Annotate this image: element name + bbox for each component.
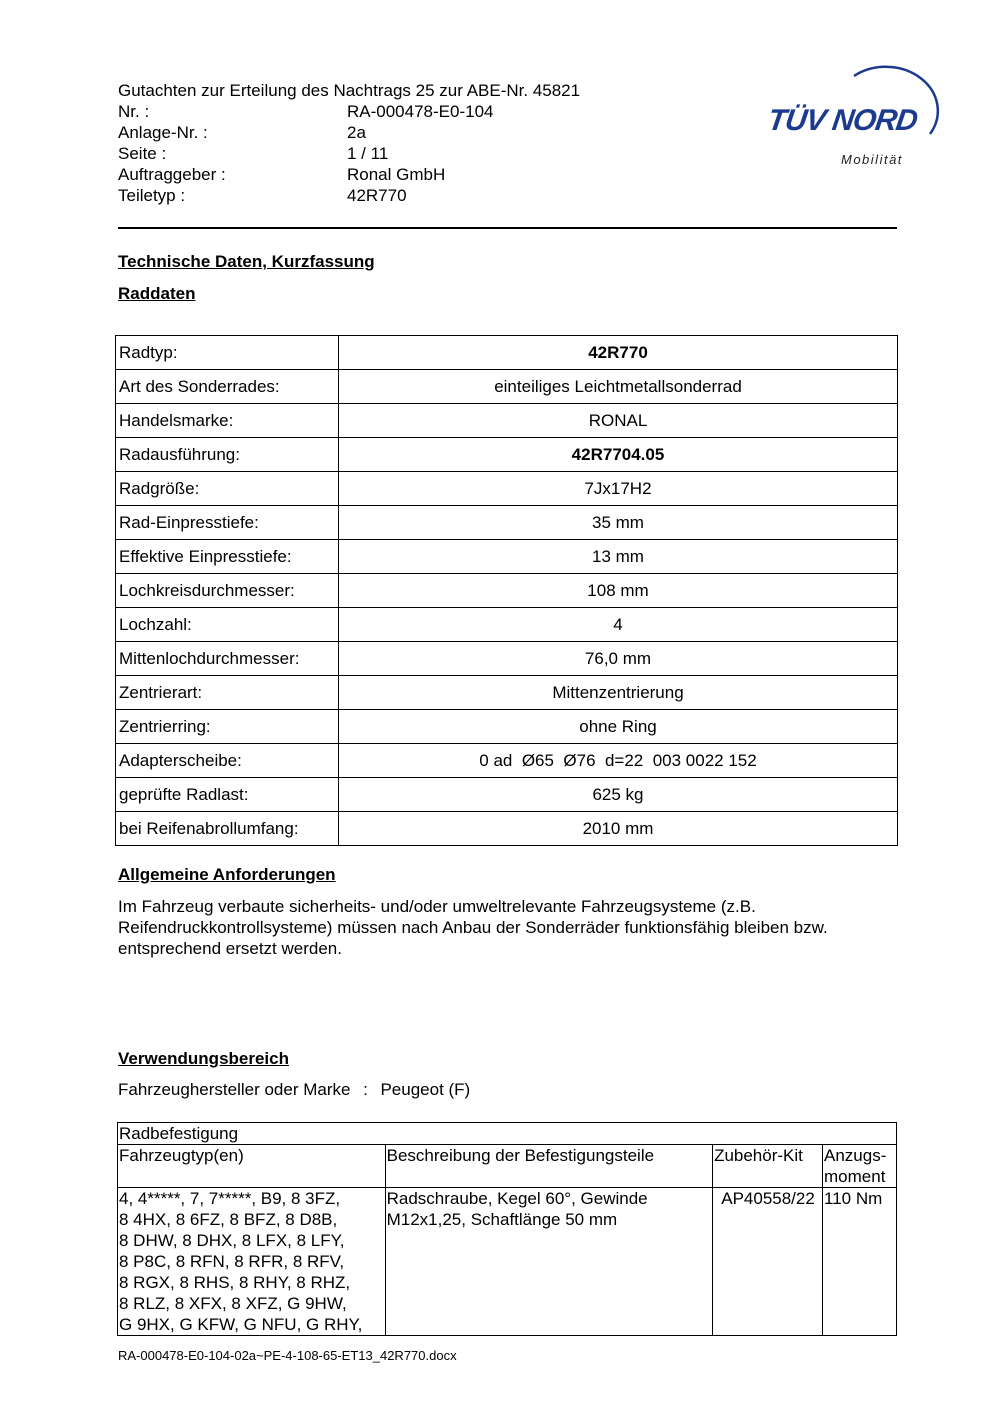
- header-value: 2a: [347, 123, 366, 142]
- table-row: [116, 336, 898, 370]
- spec-value: 108 mm: [339, 574, 898, 608]
- spec-label: Radtyp:: [116, 336, 339, 370]
- header-row-anlage: [118, 122, 678, 143]
- description-line: Radschraube, Kegel 60°, Gewinde: [386, 1189, 648, 1208]
- spec-label: Zentrierring:: [116, 710, 339, 744]
- table-row: [116, 710, 898, 744]
- spec-label: Handelsmarke:: [116, 404, 339, 438]
- spec-value: 4: [339, 608, 898, 642]
- spec-value: 0 ad Ø65 Ø76 d=22 003 0022 152: [339, 744, 898, 778]
- spec-label: Lochkreisdurchmesser:: [116, 574, 339, 608]
- col-header-desc: Beschreibung der Befestigungsteile: [385, 1145, 712, 1188]
- spec-value: 76,0 mm: [339, 642, 898, 676]
- table-row: [116, 370, 898, 404]
- table-row: [116, 812, 898, 846]
- spec-label: Adapterscheibe:: [116, 744, 339, 778]
- spec-value: ohne Ring: [339, 710, 898, 744]
- section-title-verwendung: Verwendungsbereich: [118, 1049, 289, 1068]
- header-label: Anlage-Nr. :: [118, 123, 208, 142]
- header-row-nr: [118, 101, 678, 122]
- header-divider: [118, 227, 897, 229]
- table-row: [118, 1145, 897, 1188]
- table-row: [118, 1188, 897, 1336]
- spec-value: Mittenzentrierung: [339, 676, 898, 710]
- spec-value: RONAL: [339, 404, 898, 438]
- description-line: M12x1,25, Schaftlänge 50 mm: [386, 1210, 618, 1229]
- table-row: [116, 574, 898, 608]
- spec-value: 625 kg: [339, 778, 898, 812]
- spec-value: 13 mm: [339, 540, 898, 574]
- table-row: [118, 1123, 897, 1145]
- accessory-kit-cell: AP40558/22: [713, 1188, 823, 1336]
- table-row: [116, 744, 898, 778]
- spec-label: Zentrierart:: [116, 676, 339, 710]
- vehicle-types-line: G 9HX, G KFW, G NFU, G RHY,: [119, 1315, 363, 1334]
- table-row: [116, 404, 898, 438]
- vehicle-types-line: 8 P8C, 8 RFN, 8 RFR, 8 RFV,: [119, 1252, 345, 1271]
- header-row-seite: [118, 143, 678, 164]
- vehicle-types-line: 4, 4*****, 7, 7*****, B9, 8 3FZ,: [119, 1189, 341, 1208]
- spec-label: Rad-Einpresstiefe:: [116, 506, 339, 540]
- table-row: [116, 438, 898, 472]
- vehicle-types-line: 8 RLZ, 8 XFX, 8 XFZ, G 9HW,: [119, 1294, 347, 1313]
- header-label: Auftraggeber :: [118, 165, 226, 184]
- table-row: [116, 676, 898, 710]
- spec-label: Mittenlochdurchmesser:: [116, 642, 339, 676]
- header-label: Teiletyp :: [118, 186, 186, 205]
- spec-label: bei Reifenabrollumfang:: [116, 812, 339, 846]
- spec-value: 42R770: [339, 336, 898, 370]
- manufacturer-line: [118, 1080, 470, 1100]
- document-footer: RA-000478-E0-104-02a~PE-4-108-65-ET13_42R770.docx: [118, 1348, 457, 1363]
- vehicle-types-line: 8 DHW, 8 DHX, 8 LFX, 8 LFY,: [119, 1231, 345, 1250]
- table-row: [116, 472, 898, 506]
- spec-label: Effektive Einpresstiefe:: [116, 540, 339, 574]
- spec-label: Radausführung:: [116, 438, 339, 472]
- manufacturer-sep: :: [363, 1080, 368, 1099]
- spec-label: Radgröße:: [116, 472, 339, 506]
- spec-label: geprüfte Radlast:: [116, 778, 339, 812]
- torque-cell: 110 Nm: [823, 1188, 897, 1336]
- section-title-allgemein: Allgemeine Anforderungen: [118, 865, 336, 884]
- header-row-auftraggeber: [118, 164, 678, 185]
- header-value: 1 / 11: [347, 144, 389, 163]
- header-value: Ronal GmbH: [347, 165, 446, 184]
- spec-label: Lochzahl:: [116, 608, 339, 642]
- spec-value: 2010 mm: [339, 812, 898, 846]
- section-title-technical: Technische Daten, Kurzfassung: [118, 252, 375, 271]
- header-value: 42R770: [347, 186, 407, 205]
- spec-value: 35 mm: [339, 506, 898, 540]
- table-row: [116, 778, 898, 812]
- col-header-kit: Zubehör-Kit: [713, 1145, 823, 1188]
- spec-value: einteiliges Leichtmetallsonderrad: [339, 370, 898, 404]
- table-row: [116, 642, 898, 676]
- document-header: [118, 80, 678, 206]
- logo-wordmark: TÜV NORD: [765, 104, 920, 137]
- header-title: Gutachten zur Erteilung des Nachtrags 25 zur ABE-Nr. 45821: [118, 81, 581, 100]
- table-row: [116, 506, 898, 540]
- vehicle-types-cell: [118, 1188, 386, 1336]
- tuv-nord-logo: [762, 56, 942, 176]
- torque-header-text: Anzugs- moment: [824, 1146, 887, 1186]
- logo-subtitle: Mobilität: [841, 152, 903, 167]
- wheel-data-table: [115, 335, 898, 846]
- section-title-raddaten: Raddaten: [118, 284, 196, 303]
- spec-label: Art des Sonderrades:: [116, 370, 339, 404]
- vehicle-types-line: 8 4HX, 8 6FZ, 8 BFZ, 8 D8B,: [119, 1210, 338, 1229]
- table-row: [116, 608, 898, 642]
- wheel-fixing-table: [117, 1122, 897, 1336]
- col-header-torque: [823, 1145, 897, 1188]
- spec-value: 42R7704.05: [339, 438, 898, 472]
- fixing-title: Radbefestigung: [118, 1123, 897, 1145]
- manufacturer-label: Fahrzeughersteller oder Marke: [118, 1080, 351, 1099]
- col-header-types: Fahrzeugtyp(en): [118, 1145, 386, 1188]
- spec-value: 7Jx17H2: [339, 472, 898, 506]
- requirements-paragraph: Im Fahrzeug verbaute sicherheits- und/oder umweltrelevante Fahrzeugsysteme (z.B. Reifendruckkontrollsysteme) müssen nach Anbau der Sonderräder funktionsfähig bleiben bzw. entsprechend ersetzt werden.: [118, 897, 828, 958]
- header-row-teiletyp: [118, 185, 678, 206]
- table-row: [116, 540, 898, 574]
- fixing-description-cell: [385, 1188, 712, 1336]
- vehicle-types-line: 8 RGX, 8 RHS, 8 RHY, 8 RHZ,: [119, 1273, 351, 1292]
- header-label: Seite :: [118, 144, 167, 163]
- manufacturer-value: Peugeot (F): [380, 1080, 471, 1099]
- header-value: RA-000478-E0-104: [347, 102, 494, 121]
- header-label: Nr. :: [118, 102, 150, 121]
